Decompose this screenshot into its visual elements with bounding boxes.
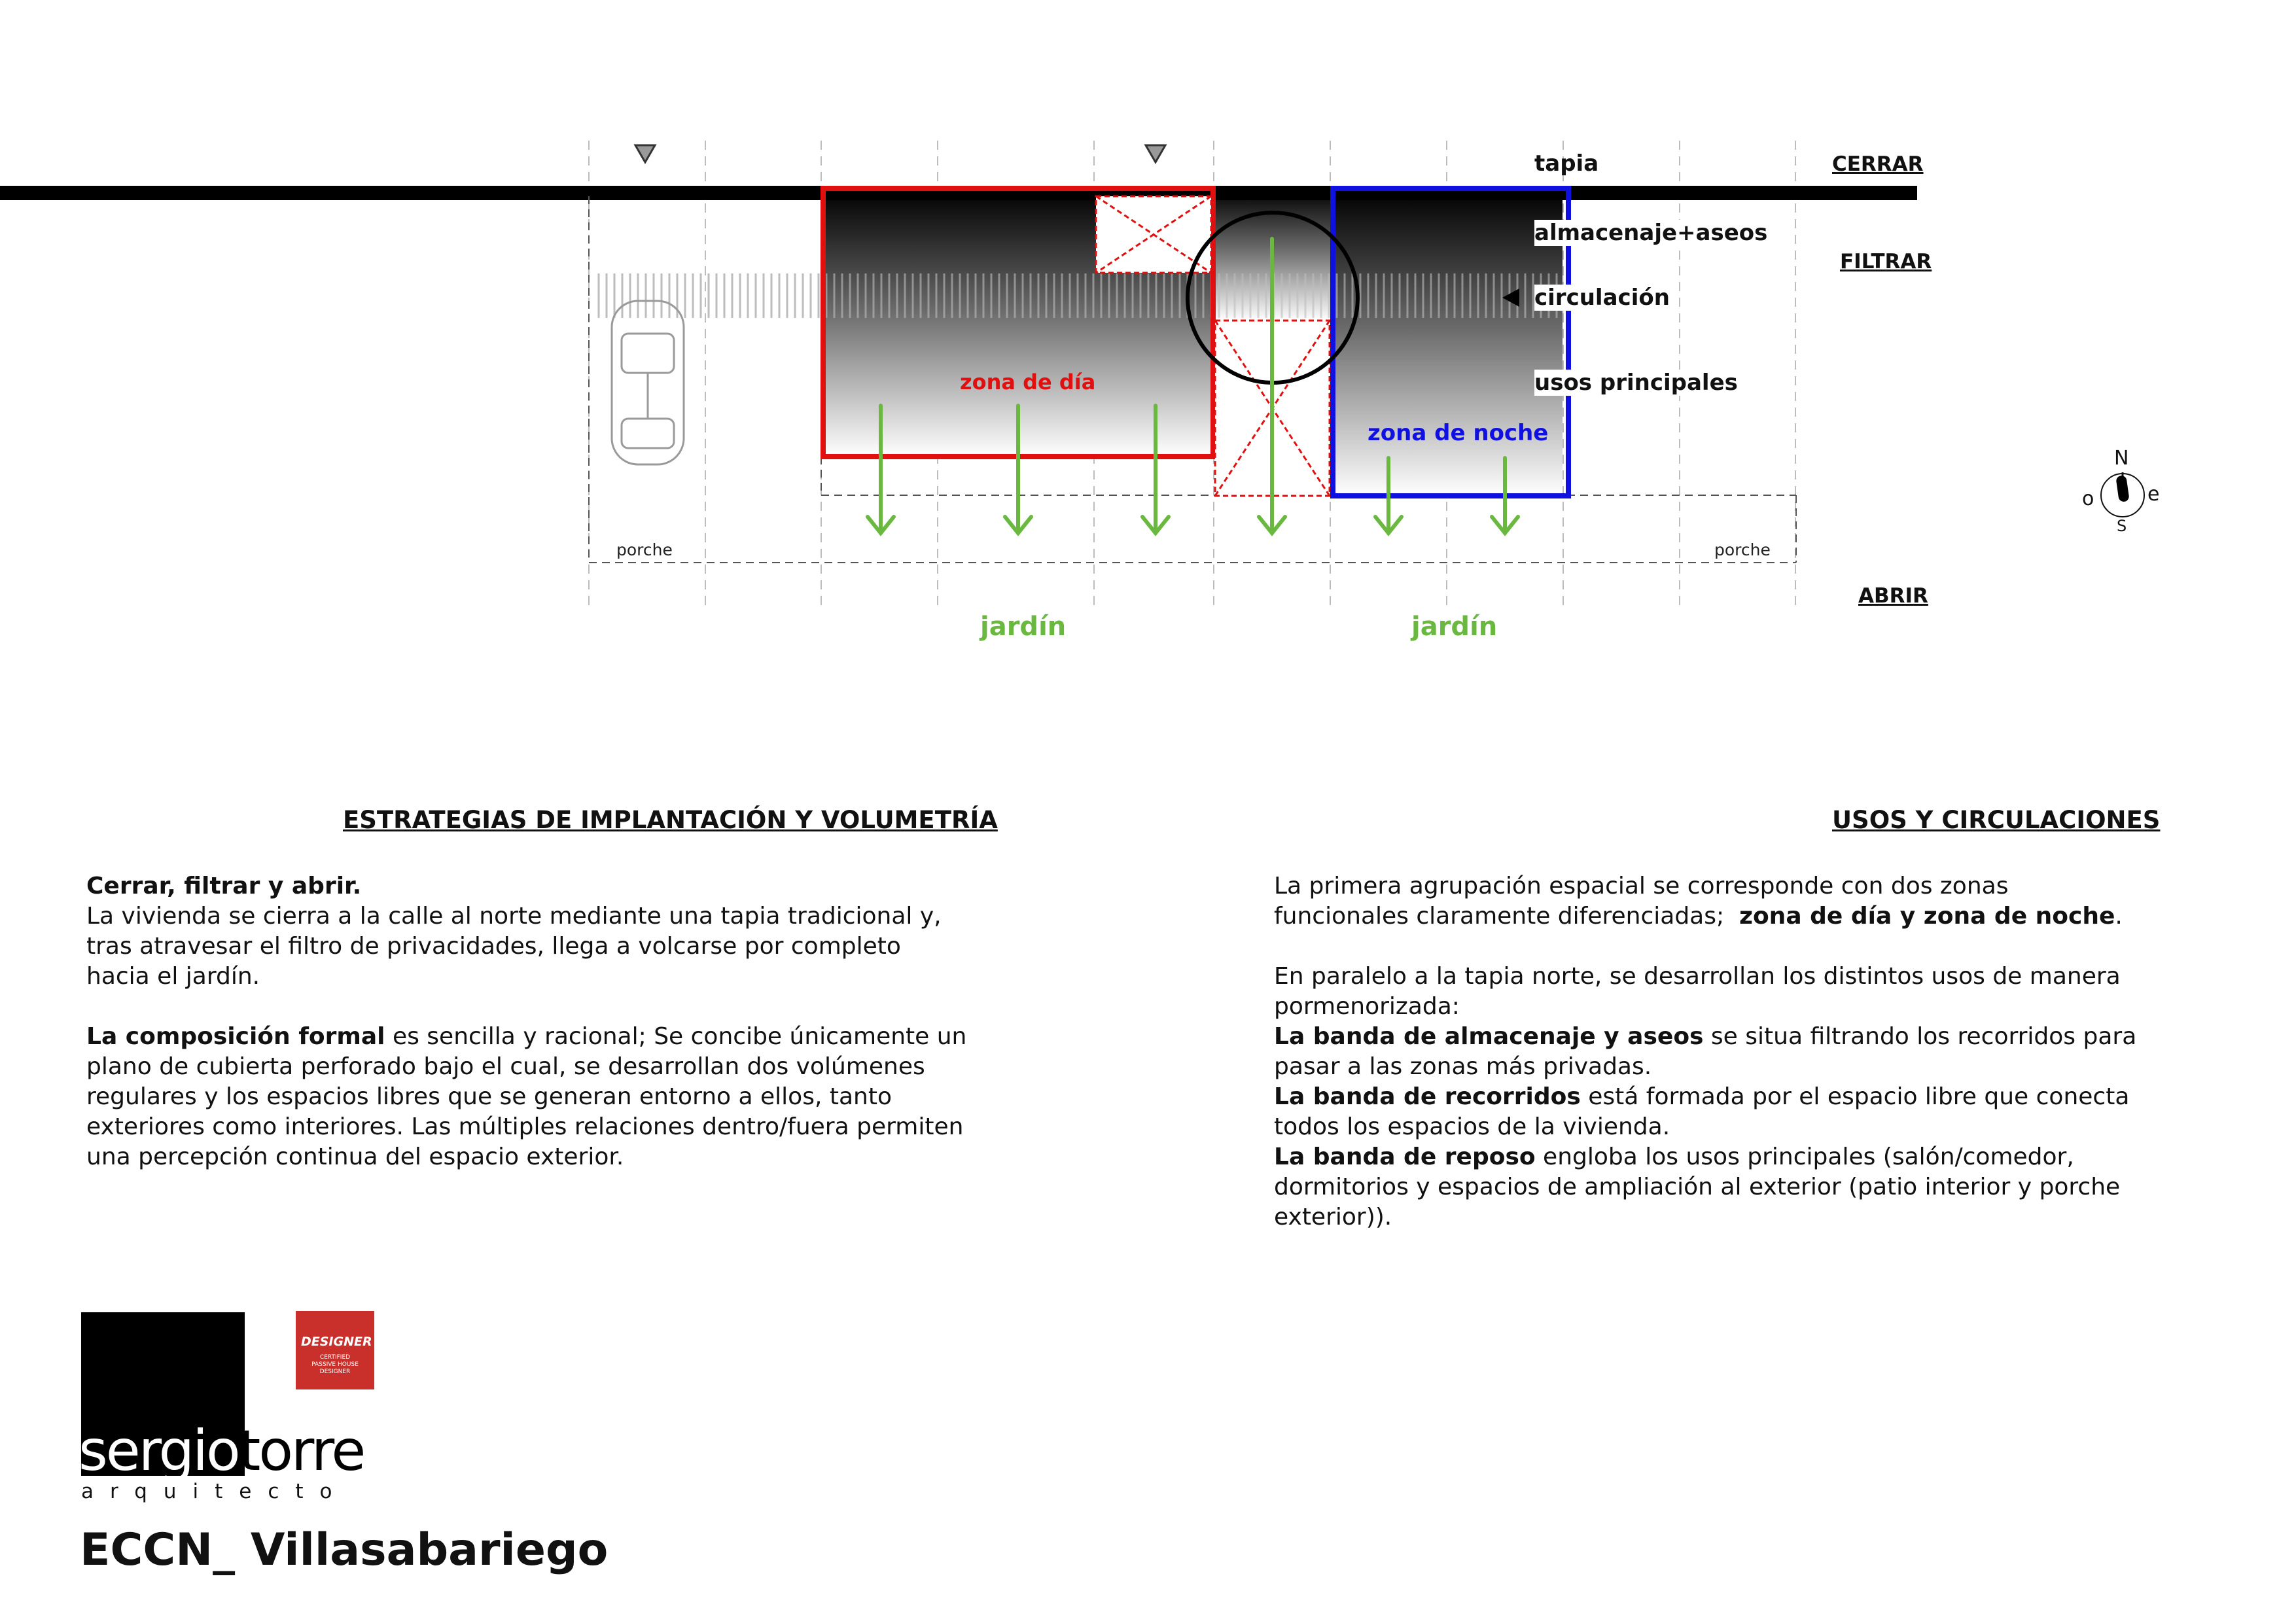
left-section-title: ESTRATEGIAS DE IMPLANTACIÓN Y VOLUMETRÍA	[343, 806, 998, 834]
label-jardin-right: jardín	[1411, 612, 1498, 642]
label-porche-right: porche	[1714, 540, 1771, 559]
right-b2-bold: La banda de recorridos	[1274, 1083, 1581, 1110]
right-section-title: USOS Y CIRCULACIONES	[1832, 806, 2161, 834]
label-zona-dia: zona de día	[960, 370, 1096, 394]
right-b2-line: todos los espacios de la vivienda.	[1274, 1113, 1670, 1140]
logo-part2: torre	[238, 1418, 364, 1484]
left-p2-rest: es sencilla y racional; Se concibe únicamente un	[385, 1023, 967, 1050]
left-p1-line: tras atravesar el filtro de privacidades, llega a volcarse por completo	[86, 933, 901, 960]
entry-triangle-right	[1146, 145, 1165, 162]
right-p2-line: En paralelo a la tapia norte, se desarrollan los distintos usos de manera	[1274, 963, 2121, 990]
label-porche-left: porche	[616, 540, 673, 559]
logo-subtitle: arquitecto	[81, 1480, 349, 1503]
right-p1-bold: zona de día y zona de noche	[1739, 903, 2115, 930]
right-b2-rest: está formada por el espacio libre que conecta	[1580, 1083, 2130, 1110]
left-p1-line: La vivienda se cierra a la calle al norte mediante una tapia tradicional y,	[86, 903, 942, 930]
right-p1-line: La primera agrupación espacial se corresponde con dos zonas	[1274, 873, 2009, 899]
label-filtrar: FILTRAR	[1840, 250, 1932, 273]
label-usos: usos principales	[1534, 370, 1738, 396]
label-jardin-left: jardín	[980, 612, 1067, 642]
left-p1-line: hacia el jardín.	[86, 963, 260, 990]
logo-wordmark	[79, 1418, 364, 1484]
right-b1-rest: se situa filtrando los recorridos para	[1703, 1023, 2137, 1050]
passive-house-badge	[296, 1311, 374, 1389]
label-zona-noche: zona de noche	[1368, 420, 1549, 446]
left-section-body	[86, 871, 1002, 1172]
compass-icon	[2101, 472, 2144, 517]
left-heading: Cerrar, filtrar y abrir.	[86, 873, 362, 899]
label-cerrar: CERRAR	[1832, 152, 1924, 176]
right-b3-line: dormitorios y espacios de ampliación al exterior (patio interior y porche	[1274, 1174, 2121, 1200]
right-p2-line: pormenorizada:	[1274, 993, 1460, 1020]
compass-s: S	[2117, 517, 2127, 535]
entry-triangle-left	[635, 145, 655, 162]
badge-sub-text	[296, 1354, 374, 1376]
label-abrir: ABRIR	[1858, 584, 1928, 608]
right-p1-pre: funcionales claramente diferenciadas;	[1274, 903, 1739, 930]
right-p1-post: .	[2115, 903, 2123, 930]
compass-n: N	[2114, 447, 2129, 470]
badge-sub-line: PASSIVE HOUSE	[311, 1361, 359, 1368]
compass-o: o	[2082, 487, 2094, 510]
compass-e: e	[2147, 483, 2160, 506]
site-diagram	[0, 0, 2296, 720]
right-b1-bold: La banda de almacenaje y aseos	[1274, 1023, 1704, 1050]
logo-part1: sergio	[79, 1418, 239, 1484]
badge-main-text: DESIGNER	[301, 1335, 372, 1349]
label-circulacion: circulación	[1534, 285, 1670, 311]
left-p2-line: exteriores como interiores. Las múltiples relaciones dentro/fuera permiten	[86, 1113, 964, 1140]
diagram-svg	[0, 0, 2296, 720]
car-icon	[612, 301, 684, 464]
left-p2-line: regulares y los espacios libres que se generan entorno a ellos, tanto	[86, 1083, 892, 1110]
right-b3-line: exterior)).	[1274, 1204, 1392, 1230]
right-b3-bold: La banda de reposo	[1274, 1143, 1536, 1170]
label-almacenaje: almacenaje+aseos	[1534, 220, 1768, 246]
badge-sub-line: DESIGNER	[319, 1369, 351, 1375]
label-tapia: tapia	[1534, 150, 1599, 177]
project-title: ECCN_ Villasabariego	[80, 1524, 609, 1576]
right-b1-line: pasar a las zonas más privadas.	[1274, 1053, 1652, 1080]
right-b3-rest: engloba los usos principales (salón/comedor,	[1535, 1143, 2074, 1170]
right-section-body	[1274, 871, 2255, 1232]
badge-sub-line: CERTIFIED	[319, 1354, 351, 1361]
left-p2-line: plano de cubierta perforado bajo el cual, se desarrollan dos volúmenes	[86, 1053, 925, 1080]
circulation-band	[821, 273, 1564, 318]
left-p2-line: una percepción continua del espacio exterior.	[86, 1143, 624, 1170]
left-p2-bold: La composición formal	[86, 1023, 385, 1050]
night-volume-fill	[1330, 190, 1563, 496]
